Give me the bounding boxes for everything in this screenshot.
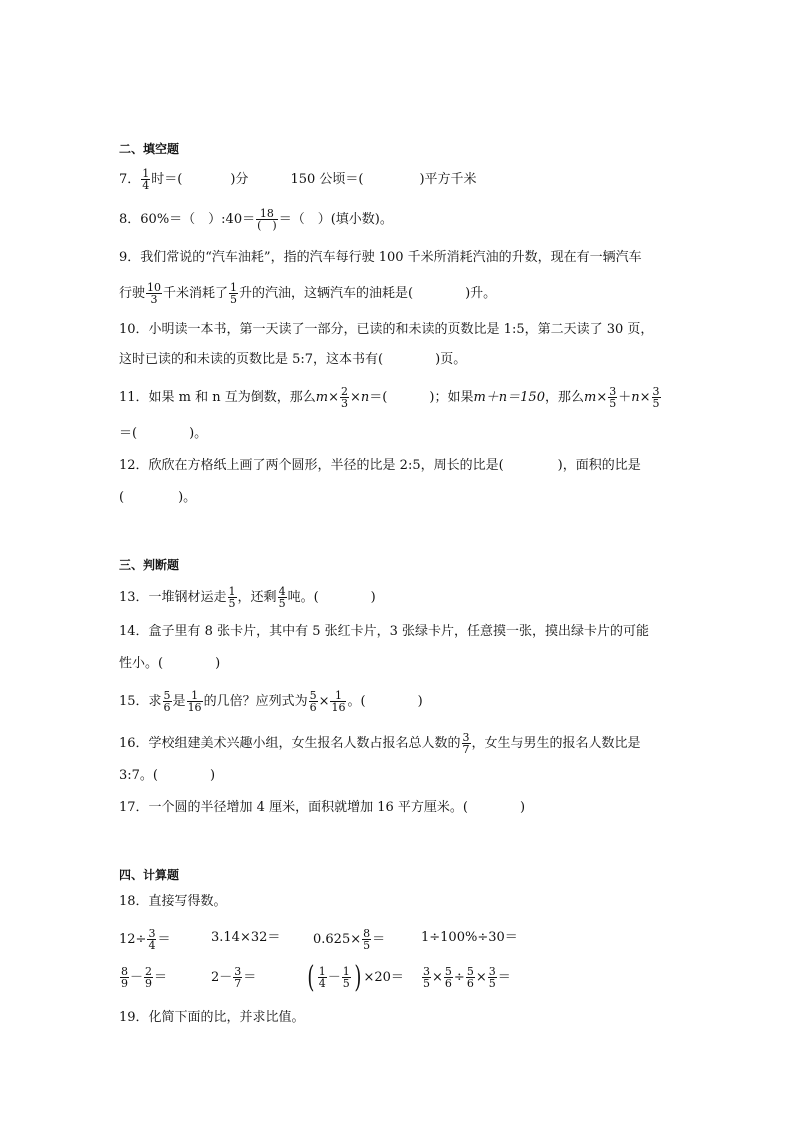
question-10-line-2: 这时已读的和未读的页数比是 5:7，这本书有( )页。 xyxy=(119,352,467,367)
question-12-line-1: 12．欣欣在方格纸上画了两个圆形，半径的比是 2:5，周长的比是( )，面积的比是 xyxy=(119,458,641,473)
q8-fraction: $\frac{18}{( )}$ xyxy=(257,207,277,232)
question-9-line-1: 9．我们常说的“汽车油耗”，指的汽车每行驶 100 千米所消耗汽油的升数，现在有一辆汽车 xyxy=(119,250,642,265)
question-14-line-2: 性小。( ) xyxy=(119,656,221,671)
section-heading-true-false: 三、判断题 xyxy=(119,558,180,572)
question-18-title: 18．直接写得数。 xyxy=(119,894,227,909)
section-heading-calculation: 四、计算题 xyxy=(119,868,180,882)
q7-number: 7． xyxy=(119,172,141,187)
q7-fraction: $\frac{1}{4}$ xyxy=(142,167,150,192)
q7-text-d: )平方千米 xyxy=(419,172,477,187)
q8-text-b: ＝（ ）(填小数)。 xyxy=(278,212,393,227)
calc-item-1: 12÷ $\frac{3}{4}$ ＝ xyxy=(119,927,171,952)
calc-item-6: 2－ $\frac{3}{7}$ ＝ xyxy=(211,965,257,990)
calc-item-8: $\frac{3}{5}$ × $\frac{5}{6}$ ÷ $\frac{5}{6}$ × $\frac{3}{5}$ ＝ xyxy=(423,965,511,990)
question-9-line-2: 行驶 $\frac{10}{3}$ 千米消耗了 $\frac{1}{5}$ 升的汽油，这辆汽车的油耗是( )升。 xyxy=(119,281,497,306)
q7-text-c: 150 公顷＝( xyxy=(290,172,364,187)
q9-fraction-1: $\frac{10}{3}$ xyxy=(147,281,162,306)
calc-item-7: ( $\frac{1}{4}$ － $\frac{1}{5}$ ) ×20＝ xyxy=(307,959,404,995)
question-8 xyxy=(119,208,393,231)
q7-text-a: 时＝( xyxy=(151,172,183,187)
q7-text-b: )分 xyxy=(230,172,249,187)
question-15: 15．求 $\frac{5}{6}$ 是 $\frac{1}{16}$ 的几倍？应列式为 $\frac{5}{6}$ × $\frac{1}{16}$ 。( ) xyxy=(119,689,423,714)
question-17: 17．一个圆的半径增加 4 厘米，面积就增加 16 平方厘米。( ) xyxy=(119,800,526,815)
question-16-line-2: 3:7。( ) xyxy=(119,768,216,783)
calc-item-4: 1÷100%÷30＝ xyxy=(421,930,518,945)
question-12-line-2: ( )。 xyxy=(119,490,197,505)
question-13: 13．一堆钢材运走 $\frac{1}{5}$ ，还剩 $\frac{4}{5}$ 吨。( ) xyxy=(119,585,376,610)
question-11-line-2: ＝( )。 xyxy=(119,426,208,441)
q8-number: 8． xyxy=(119,212,141,227)
q8-text-a: 60%＝（ ）:40＝ xyxy=(140,212,256,227)
question-16-line-1: 16．学校组建美术兴趣小组，女生报名人数占报名总人数的 $\frac{3}{7}$ ，女生与男生的报名人数比是 xyxy=(119,731,641,756)
calc-item-3: 0.625× $\frac{8}{5}$ ＝ xyxy=(313,927,386,952)
section-heading-fill-in: 二、填空题 xyxy=(119,142,180,156)
question-10-line-1: 10．小明读一本书，第一天读了一部分，已读的和未读的页数比是 1:5，第二天读了 30 页， xyxy=(119,322,654,337)
calc-item-2: 3.14×32＝ xyxy=(211,930,281,945)
calc-item-5: $\frac{8}{9}$ － $\frac{2}{9}$ ＝ xyxy=(121,965,168,990)
question-7 xyxy=(119,168,477,191)
question-11-line-1: 11．如果 m 和 n 互为倒数，那么m× $\frac{2}{3}$ ×n＝( )；如果m＋n＝150，那么m× $\frac{3}{5}$ ＋n× $\frac{3}{5}$ xyxy=(119,385,660,410)
question-19-title: 19．化简下面的比，并求比值。 xyxy=(119,1010,305,1025)
question-14-line-1: 14．盒子里有 8 张卡片，其中有 5 张红卡片，3 张绿卡片，任意摸一张，摸出绿卡片的可能 xyxy=(119,624,650,639)
q9-fraction-2: $\frac{1}{5}$ xyxy=(230,281,238,306)
